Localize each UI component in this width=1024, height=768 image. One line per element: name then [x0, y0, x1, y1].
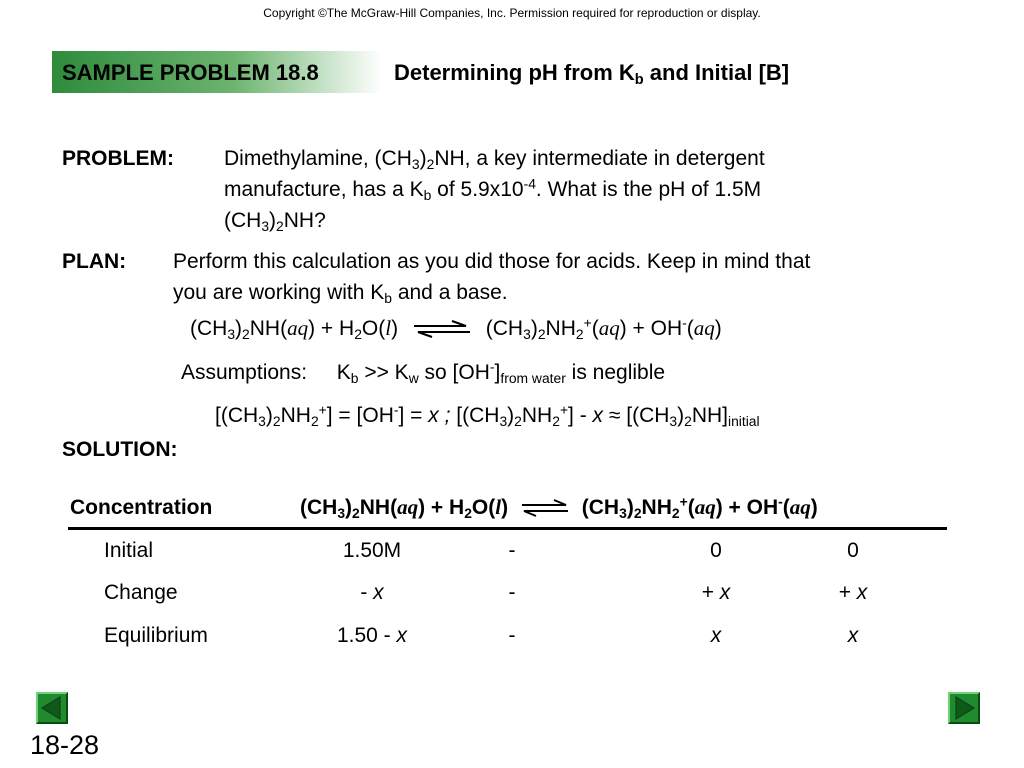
equilibrium-arrow-icon [412, 320, 472, 338]
copyright-notice: Copyright ©The McGraw-Hill Companies, Inc. Permission required for reproduction or display. [263, 6, 761, 20]
table-header-concentration: Concentration [70, 496, 213, 519]
slide-number: 18-28 [30, 730, 100, 760]
assumptions-line: Assumptions: $K_b >> K_w$ so $[OH^-]_{from water}$ is neglible [181, 358, 666, 386]
row-change-cation: + x [701, 581, 731, 604]
row-equilibrium-amine: 1.50 - x [336, 624, 408, 647]
plan-line-2: you are working with $K_b$ and a base. [173, 281, 508, 306]
row-equilibrium-water: - [508, 624, 516, 647]
sample-problem-title: Determining pH from $K_b$ and Initial [B] [394, 60, 790, 89]
sample-problem-label: SAMPLE PROBLEM 18.8 [62, 60, 319, 85]
row-initial-amine: 1.50M [342, 539, 402, 562]
problem-label: PROBLEM: [62, 147, 174, 170]
plan-label: PLAN: [62, 250, 127, 273]
plan-text [173, 246, 810, 308]
table-header-equation: $(CH_3)_2NH(aq) + H_2O(l) (CH_3)_2NH_2^+(aq) + OH^-(aq)$ [300, 493, 818, 521]
approximation-line: $[(CH_3)_2NH_2^+] = [OH^-] = x$ ; $[(CH_3)_2NH_2^+] - x \approx [(CH_3)_2NH]_{initial}$ [215, 401, 760, 429]
triangle-right-icon [950, 694, 978, 722]
reaction-equation: $(CH_3)_2NH(aq) + H_2O(l) (CH_3)_2NH_2^+(aq) + OH^-(aq)$ [190, 314, 722, 342]
row-initial-hydroxide: 0 [847, 539, 859, 562]
row-equilibrium-label: Equilibrium [104, 624, 208, 647]
previous-slide-button[interactable] [36, 692, 68, 724]
problem-line-1: Dimethylamine, $(CH_3)_2NH$, a key intermediate in detergent [224, 147, 765, 172]
problem-line-2: manufacture, has a $K_b$ of $5.9x10^{-4}$. What is the pH of 1.5M [224, 175, 762, 203]
next-slide-button[interactable] [948, 692, 980, 724]
row-initial-label: Initial [104, 539, 154, 562]
row-change-hydroxide: + x [838, 581, 868, 604]
row-change-water: - [508, 581, 516, 604]
row-change-label: Change [104, 581, 178, 604]
problem-text [224, 143, 765, 236]
assumptions-label: Assumptions: [181, 361, 308, 384]
row-change-amine: - x [360, 581, 384, 604]
row-equilibrium-hydroxide: x [847, 624, 859, 647]
solution-label: SOLUTION: [62, 438, 178, 461]
row-initial-cation: 0 [710, 539, 722, 562]
row-initial-water: - [508, 539, 516, 562]
problem-line-3: $(CH_3)_2NH$? [224, 209, 326, 234]
table-header-divider [68, 527, 947, 530]
triangle-left-icon [38, 694, 66, 722]
plan-line-1: Perform this calculation as you did those for acids. Keep in mind that [173, 250, 811, 273]
table-equilibrium-arrow-icon [520, 499, 570, 517]
row-equilibrium-cation: x [710, 624, 722, 647]
